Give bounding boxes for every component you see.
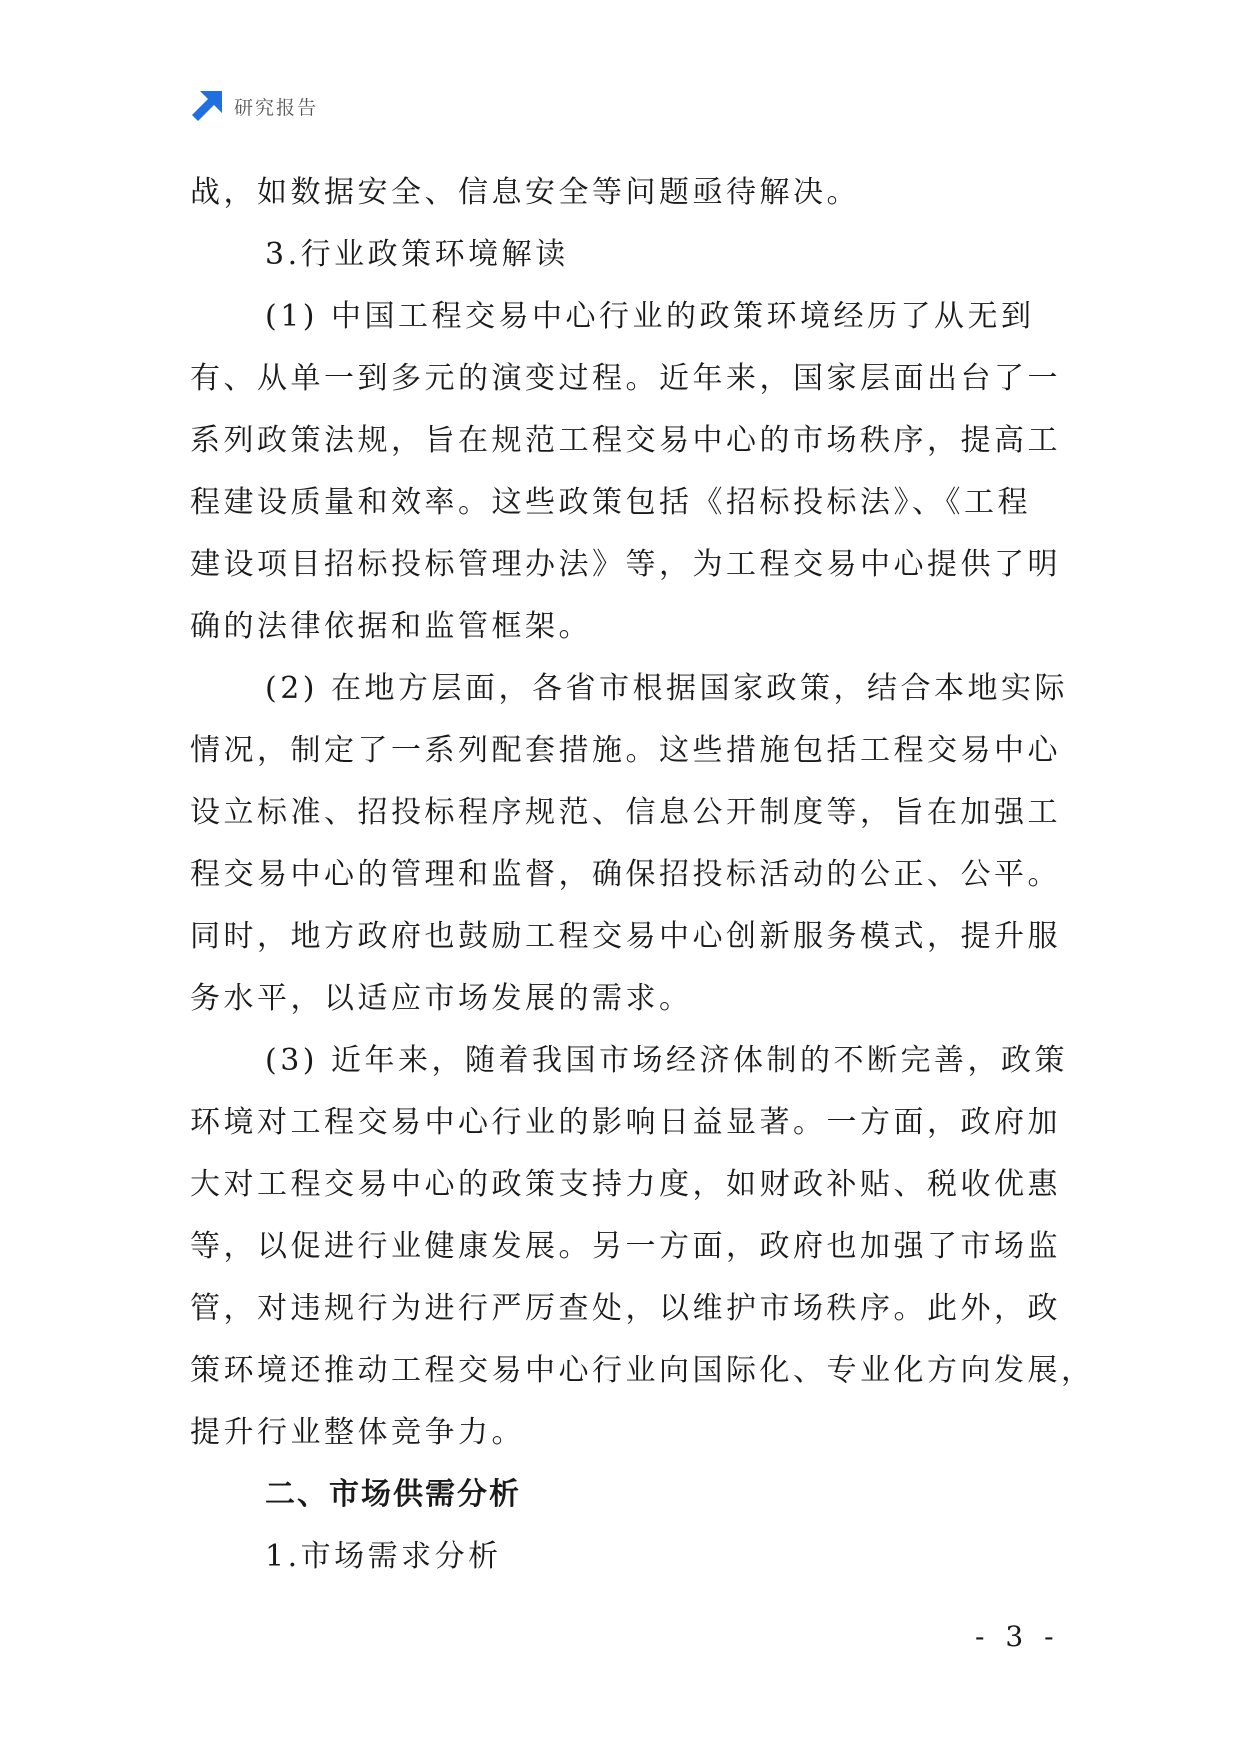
document-body — [190, 162, 1095, 1588]
header-title: 研究报告 — [234, 96, 319, 119]
paragraph-line: 有、从单一到多元的演变过程。近年来，国家层面出台了一 — [190, 361, 1061, 396]
arrow-up-right-icon — [190, 89, 224, 123]
paragraph-line: 确的法律依据和监管框架。 — [190, 609, 592, 644]
paragraph-line: 情况，制定了一系列配套措施。这些措施包括工程交易中心 — [190, 733, 1061, 768]
chapter-heading: 二、市场供需分析 — [265, 1477, 521, 1512]
section-heading: 3.行业政策环境解读 — [265, 237, 569, 272]
paragraph-line: (2) 在地方层面，各省市根据国家政策，结合本地实际 — [265, 671, 1069, 706]
paragraph-line: (1) 中国工程交易中心行业的政策环境经历了从无到 — [265, 299, 1035, 334]
paragraph-line: (3) 近年来，随着我国市场经济体制的不断完善，政策 — [265, 1043, 1069, 1078]
paragraph-line: 同时，地方政府也鼓励工程交易中心创新服务模式，提升服 — [190, 919, 1061, 954]
paragraph-line: 大对工程交易中心的政策支持力度，如财政补贴、税收优惠 — [190, 1167, 1061, 1202]
section-heading: 1.市场需求分析 — [265, 1539, 502, 1574]
paragraph-line: 建设项目招标投标管理办法》等，为工程交易中心提供了明 — [190, 547, 1061, 582]
paragraph-line: 设立标准、招投标程序规范、信息公开制度等，旨在加强工 — [190, 795, 1061, 830]
paragraph-line: 等，以促进行业健康发展。另一方面，政府也加强了市场监 — [190, 1229, 1061, 1264]
paragraph-line: 管，对违规行为进行严厉查处，以维护市场秩序。此外，政 — [190, 1291, 1061, 1326]
page-header — [190, 88, 318, 124]
page-number: - 3 - — [975, 1620, 1060, 1653]
paragraph-line: 环境对工程交易中心行业的影响日益显著。一方面，政府加 — [190, 1105, 1061, 1140]
paragraph-line: 程建设质量和效率。这些政策包括《招标投标法》、《工程 — [190, 485, 1031, 520]
paragraph-line: 提升行业整体竞争力。 — [190, 1415, 525, 1450]
paragraph-line: 策环境还推动工程交易中心行业向国际化、专业化方向发展， — [190, 1353, 1095, 1388]
paragraph-line: 系列政策法规，旨在规范工程交易中心的市场秩序，提高工 — [190, 423, 1061, 458]
paragraph-line: 程交易中心的管理和监督，确保招投标活动的公正、公平。 — [190, 857, 1061, 892]
paragraph-line: 战，如数据安全、信息安全等问题亟待解决。 — [190, 175, 860, 210]
paragraph-line: 务水平，以适应市场发展的需求。 — [190, 981, 693, 1016]
